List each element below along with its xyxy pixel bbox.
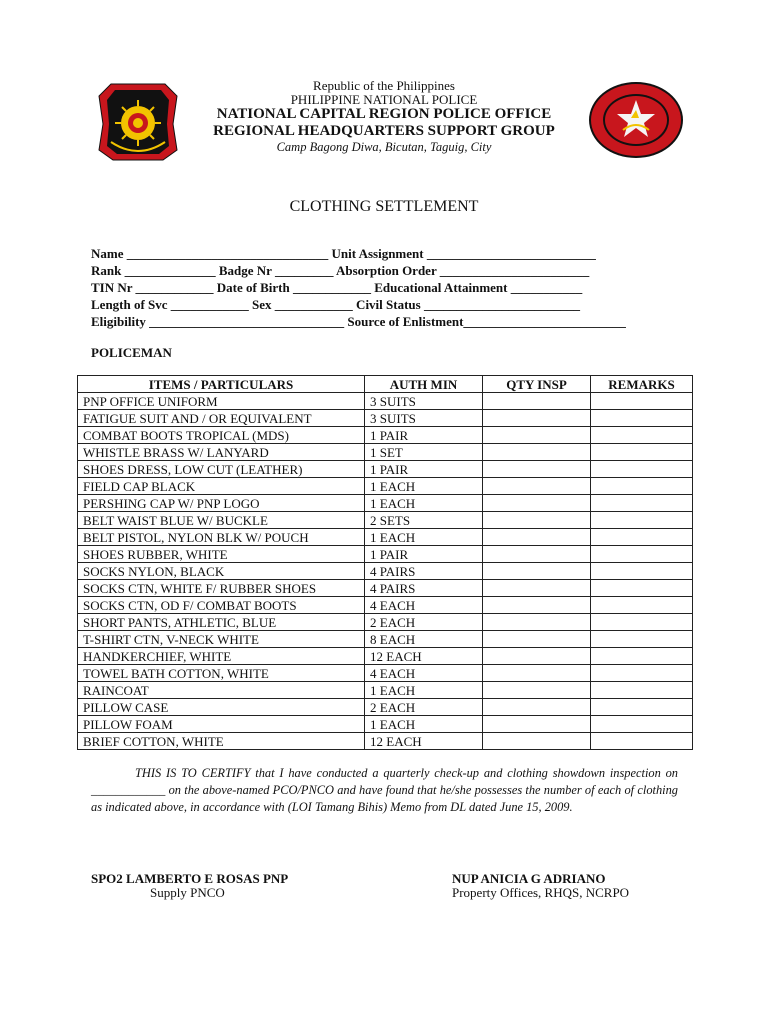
item-cell: PNP OFFICE UNIFORM [78, 393, 365, 410]
document-title: CLOTHING SETTLEMENT [289, 198, 479, 215]
auth-min-cell: 3 SUITS [365, 410, 483, 427]
qty-insp-cell [483, 699, 591, 716]
certification-text [91, 765, 678, 816]
remarks-cell [591, 682, 693, 699]
remarks-cell [591, 529, 693, 546]
qty-insp-cell [483, 682, 591, 699]
table-row [78, 444, 693, 461]
item-cell: RAINCOAT [78, 682, 365, 699]
table-row [78, 716, 693, 733]
table-row [78, 563, 693, 580]
signatory-right-title: Property Offices, RHQS, NCRPO [452, 885, 630, 900]
remarks-cell [591, 546, 693, 563]
qty-insp-cell [483, 546, 591, 563]
remarks-cell [591, 393, 693, 410]
qty-insp-cell [483, 495, 591, 512]
table-row [78, 648, 693, 665]
signatory-left-title: Supply PNCO [150, 885, 225, 900]
remarks-cell [591, 512, 693, 529]
item-cell: PILLOW CASE [78, 699, 365, 716]
table-row [78, 495, 693, 512]
qty-insp-cell [483, 716, 591, 733]
item-cell: SOCKS NYLON, BLACK [78, 563, 365, 580]
auth-min-cell: 4 PAIRS [365, 580, 483, 597]
qty-insp-cell [483, 512, 591, 529]
remarks-cell [591, 614, 693, 631]
table-row [78, 529, 693, 546]
table-row [78, 631, 693, 648]
item-cell: SHORT PANTS, ATHLETIC, BLUE [78, 614, 365, 631]
field-row-tin: TIN Nr ____________ Date of Birth ____________ Educational Attainment ___________ [91, 280, 583, 295]
remarks-cell [591, 580, 693, 597]
certification-body: THIS IS TO CERTIFY that I have conducted a quarterly check-up and clothing showdown inspection on ____________ on the above-named PCO/PNCO and have found that he/she possesses the number of each of clothing as indicated above, in accordance with (LOI Tamang Bihis) Memo from DL dated June 15, 2009. [91, 766, 678, 814]
table-header-row [78, 376, 693, 393]
item-cell: FIELD CAP BLACK [78, 478, 365, 495]
auth-min-cell: 1 EACH [365, 682, 483, 699]
auth-min-cell: 4 EACH [365, 597, 483, 614]
table-row [78, 597, 693, 614]
qty-insp-cell [483, 461, 591, 478]
auth-min-cell: 2 EACH [365, 614, 483, 631]
header-republic: Republic of the Philippines [313, 78, 455, 93]
auth-min-cell: 1 PAIR [365, 461, 483, 478]
item-cell: HANDKERCHIEF, WHITE [78, 648, 365, 665]
table-row [78, 682, 693, 699]
remarks-cell [591, 648, 693, 665]
table-row [78, 427, 693, 444]
auth-min-cell: 2 EACH [365, 699, 483, 716]
auth-min-cell: 1 EACH [365, 716, 483, 733]
signatory-left-name: SPO2 LAMBERTO E ROSAS PNP [91, 871, 289, 886]
auth-min-cell: 1 EACH [365, 529, 483, 546]
field-row-name: Name _______________________________ Unit Assignment __________________________ [91, 246, 596, 261]
item-cell: BELT WAIST BLUE W/ BUCKLE [78, 512, 365, 529]
qty-insp-cell [483, 563, 591, 580]
item-cell: SOCKS CTN, OD F/ COMBAT BOOTS [78, 597, 365, 614]
header-rhsg: REGIONAL HEADQUARTERS SUPPORT GROUP [213, 123, 555, 139]
header-address: Camp Bagong Diwa, Bicutan, Taguig, City [276, 140, 492, 154]
remarks-cell [591, 597, 693, 614]
qty-insp-cell [483, 665, 591, 682]
remarks-cell [591, 427, 693, 444]
column-header: REMARKS [591, 376, 693, 393]
table-row [78, 614, 693, 631]
remarks-cell [591, 495, 693, 512]
table-row [78, 461, 693, 478]
auth-min-cell: 3 SUITS [365, 393, 483, 410]
qty-insp-cell [483, 393, 591, 410]
remarks-cell [591, 478, 693, 495]
qty-insp-cell [483, 580, 591, 597]
table-row [78, 733, 693, 750]
qty-insp-cell [483, 648, 591, 665]
item-cell: PILLOW FOAM [78, 716, 365, 733]
qty-insp-cell [483, 444, 591, 461]
header-pnp: PHILIPPINE NATIONAL POLICE [290, 92, 478, 107]
table-row [78, 478, 693, 495]
field-row-rank: Rank ______________ Badge Nr _________ Absorption Order _______________________ [91, 263, 590, 278]
column-header: ITEMS / PARTICULARS [78, 376, 365, 393]
column-header: AUTH MIN [365, 376, 483, 393]
remarks-cell [591, 410, 693, 427]
auth-min-cell: 12 EACH [365, 648, 483, 665]
qty-insp-cell [483, 631, 591, 648]
section-label: POLICEMAN [91, 345, 172, 360]
auth-min-cell: 1 SET [365, 444, 483, 461]
remarks-cell [591, 716, 693, 733]
item-cell: FATIGUE SUIT AND / OR EQUIVALENT [78, 410, 365, 427]
table-row [78, 512, 693, 529]
item-cell: SHOES DRESS, LOW CUT (LEATHER) [78, 461, 365, 478]
remarks-cell [591, 699, 693, 716]
item-cell: TOWEL BATH COTTON, WHITE [78, 665, 365, 682]
header-ncrpo: NATIONAL CAPITAL REGION POLICE OFFICE [216, 106, 552, 122]
field-row-service: Length of Svc ____________ Sex ____________ Civil Status ________________________ [91, 297, 580, 312]
item-cell: COMBAT BOOTS TROPICAL (MDS) [78, 427, 365, 444]
table-row [78, 410, 693, 427]
auth-min-cell: 4 PAIRS [365, 563, 483, 580]
remarks-cell [591, 444, 693, 461]
item-cell: T-SHIRT CTN, V-NECK WHITE [78, 631, 365, 648]
item-cell: SHOES RUBBER, WHITE [78, 546, 365, 563]
auth-min-cell: 12 EACH [365, 733, 483, 750]
item-cell: WHISTLE BRASS W/ LANYARD [78, 444, 365, 461]
auth-min-cell: 4 EACH [365, 665, 483, 682]
clothing-items-table [77, 375, 693, 750]
qty-insp-cell [483, 427, 591, 444]
field-row-eligibility: Eligibility ______________________________ Source of Enlistment_________________________ [91, 314, 626, 329]
qty-insp-cell [483, 478, 591, 495]
table-row [78, 580, 693, 597]
auth-min-cell: 2 SETS [365, 512, 483, 529]
auth-min-cell: 1 PAIR [365, 427, 483, 444]
item-cell: SOCKS CTN, WHITE F/ RUBBER SHOES [78, 580, 365, 597]
table-row [78, 546, 693, 563]
item-cell: PERSHING CAP W/ PNP LOGO [78, 495, 365, 512]
item-cell: BELT PISTOL, NYLON BLK W/ POUCH [78, 529, 365, 546]
table-row [78, 393, 693, 410]
signatory-right-name: NUP ANICIA G ADRIANO [452, 871, 606, 886]
table-row [78, 699, 693, 716]
column-header: QTY INSP [483, 376, 591, 393]
remarks-cell [591, 461, 693, 478]
item-cell: BRIEF COTTON, WHITE [78, 733, 365, 750]
remarks-cell [591, 631, 693, 648]
auth-min-cell: 1 PAIR [365, 546, 483, 563]
auth-min-cell: 8 EACH [365, 631, 483, 648]
qty-insp-cell [483, 733, 591, 750]
auth-min-cell: 1 EACH [365, 478, 483, 495]
table-row [78, 665, 693, 682]
qty-insp-cell [483, 597, 591, 614]
remarks-cell [591, 733, 693, 750]
qty-insp-cell [483, 614, 591, 631]
remarks-cell [591, 563, 693, 580]
auth-min-cell: 1 EACH [365, 495, 483, 512]
qty-insp-cell [483, 410, 591, 427]
qty-insp-cell [483, 529, 591, 546]
remarks-cell [591, 665, 693, 682]
